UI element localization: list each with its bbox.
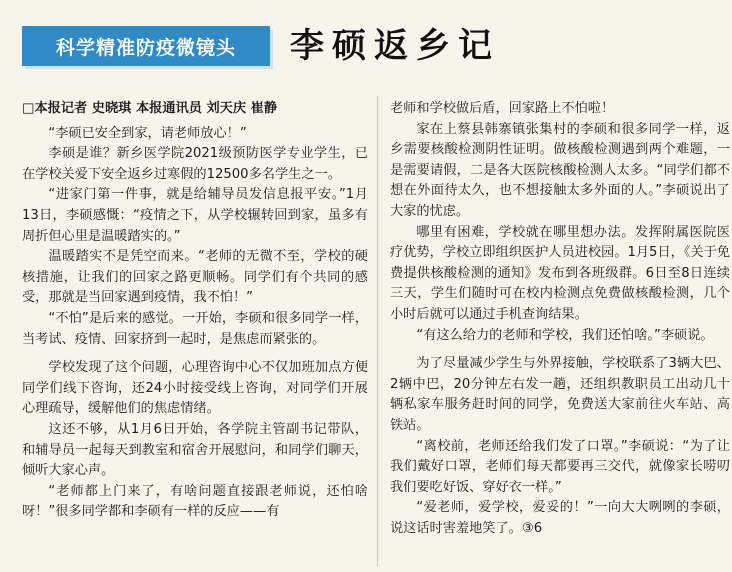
paragraph: 这还不够，从1月6日开始，各学院主管副书记带队，和辅导员一起每天到教室和宿舍开展慰问，和同学们聊天，倾听大家心声。 (22, 421, 368, 479)
paragraph: 家在上蔡县韩寨镇张集村的李硕和很多同学一样，返乡需要核酸检测阴性证明。做核酸检测遇到两个难题，一是需要请假，二是各大医院核酸检测人太多。“同学们都不想在外面待太久，也不想接触太多外面的人。”李硕说出了大家的忧虑。 (390, 121, 730, 219)
paragraph: 李硕是谁？新乡医学院2021级预防医学专业学生，已在学校关爱下安全返乡过寒假的12500多名学生之一。 (22, 146, 368, 182)
paragraph: “老师都上门来了，有啥问题直接跟老师说，还怕啥呀！”很多同学都和李硕有一样的反应——有 (22, 483, 368, 520)
paragraph: 老师和学校做后盾，回家路上不怕啦！ (390, 101, 615, 116)
paragraph: 学校发现了这个问题，心理咨询中心不仅加班加点方便同学们线下咨询，还24小时接受线上咨询，对同学们开展心理疏导，缓解他们的焦虑情绪。 (22, 360, 368, 417)
paragraph: “离校前，老师还给我们发了口罩。”李硕说：“为了让我们戴好口罩，老师们每天都要再三交代，就像家长唠叨我们要吃好饭、穿好衣一样。” (390, 438, 730, 495)
article-column-right (390, 99, 730, 569)
byline: □本报记者 史晓琪 本报通讯员 刘天庆 崔静 (22, 101, 278, 116)
paragraph: 为了尽量减少学生与外界接触，学校联系了3辆大巴、2辆中巴，20分钟左右发一趟，还组织教职员工出动几十辆私家车服务赶时间的同学，免费送大家前往火车站、高铁站。 (390, 356, 730, 433)
article-headline: 李硕返乡记 (290, 26, 500, 66)
paragraph: 哪里有困难，学校就在哪里想办法。发挥附属医院医疗优势，学校立即组织医护人员进校园。1月5日，《关于免费提供核酸检测的通知》发布到各班级群。6日至8日连续三天，学生们随时可在校内检测点免费做核酸检测，几个小时后就可以通过手机查询结果。 (390, 224, 730, 322)
article-header (22, 24, 722, 72)
paragraph: “有这么给力的老师和学校，我们还怕啥。”李硕说。 (416, 327, 714, 343)
paragraph: “进家门第一件事，就是给辅导员发信息报平安。”1月13日，李硕感慨：“疫情之下，从学校辗转回到家，虽多有周折但心里是温暖踏实的。” (22, 187, 368, 244)
article-column-left (22, 99, 368, 569)
paragraph: “爱老师，爱学校，爱妥的！”一向大大咧咧的李硕，说这话时害羞地笑了。③6 (390, 500, 730, 536)
paragraph: “李硕已安全到家，请老师放心！” (48, 125, 247, 141)
column-tag: 科学精准防疫微镜头 (22, 26, 270, 66)
column-divider (377, 96, 378, 566)
paragraph: “不怕”是后来的感觉。一开始，李硕和很多同学一样，当考试、疫情、回家挤到一起时，是焦虑而紧张的。 (22, 310, 368, 347)
paragraph: 温暖踏实不是凭空而来。“老师的无微不至，学校的硬核措施，让我们的回家之路更顺畅。同学们有个共同的感受，那就是当回家遇到疫情，我不怕！” (22, 249, 368, 306)
